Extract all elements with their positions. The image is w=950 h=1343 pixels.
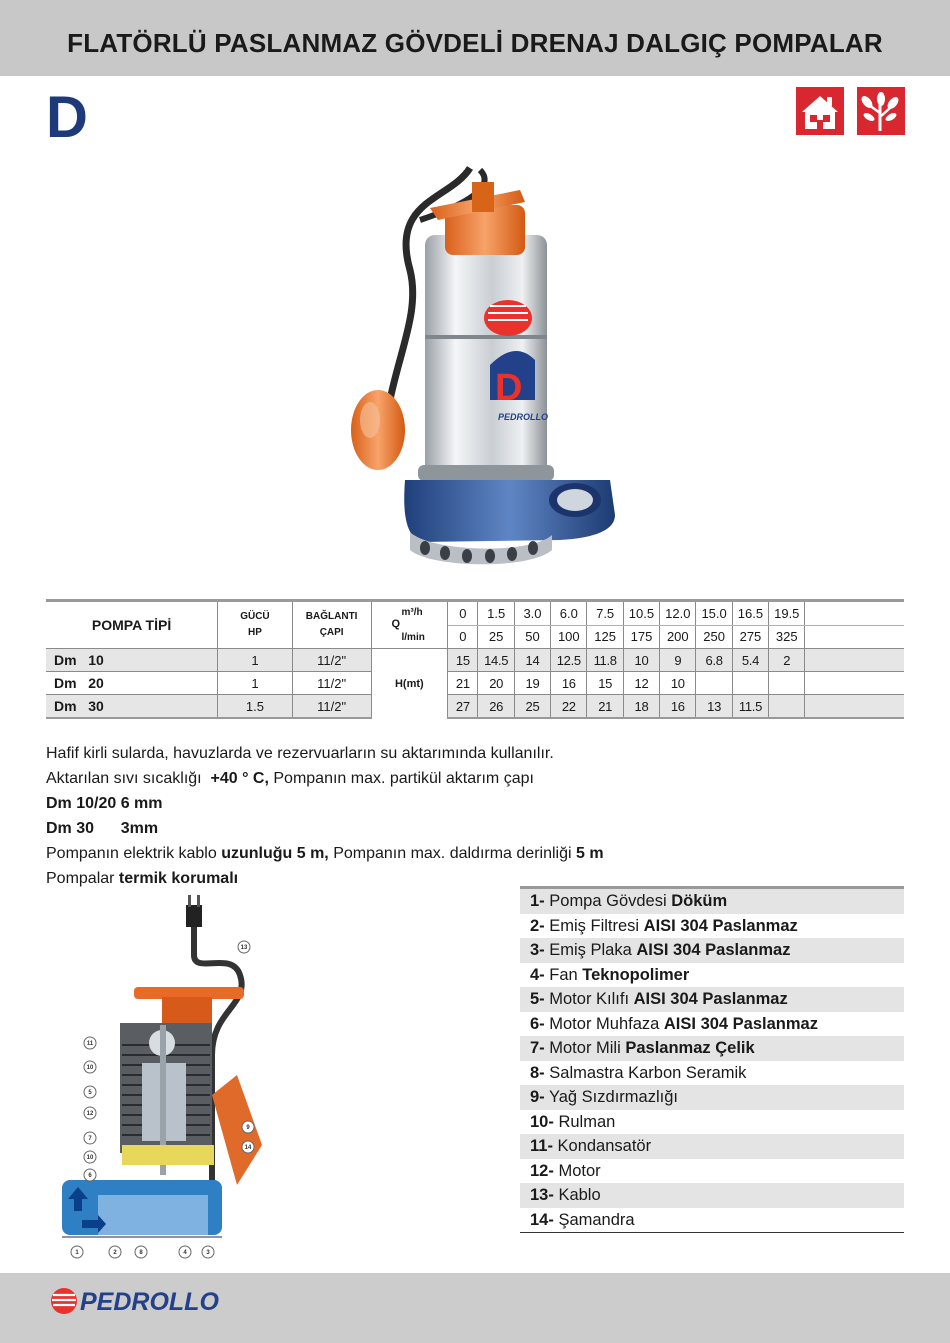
- head-cell: 10: [660, 672, 696, 695]
- q-lmin-cell: 175: [623, 625, 659, 649]
- list-item: 6- Motor Muhfaza AISI 304 Paslanmaz: [530, 1014, 818, 1033]
- model-name: Dm 30: [46, 695, 218, 719]
- power-header: GÜCÜ HP: [218, 601, 293, 649]
- head-cell: 15: [448, 649, 478, 672]
- list-item: 14- Şamandra: [530, 1210, 635, 1229]
- head-cell: 13: [696, 695, 732, 719]
- svg-text:5: 5: [88, 1090, 92, 1096]
- model-hp: 1: [218, 672, 293, 695]
- q-m3h-cell: 3.0: [514, 601, 550, 626]
- head-cell: 14: [514, 649, 550, 672]
- list-item: 7- Motor Mili Paslanmaz Çelik: [520, 1036, 904, 1061]
- head-cell: 16: [551, 672, 587, 695]
- head-cell: 25: [514, 695, 550, 719]
- svg-text:PEDROLLO: PEDROLLO: [80, 1288, 219, 1316]
- head-cell: [769, 695, 805, 719]
- head-cell: 26: [478, 695, 514, 719]
- head-cell: [696, 672, 732, 695]
- svg-text:8: 8: [139, 1250, 143, 1256]
- list-item: 11- Kondansatör: [520, 1134, 904, 1159]
- description-line: Hafif kirli sularda, havuzlarda ve rezervuarların su aktarımında kullanılır.: [46, 745, 554, 762]
- q-m3h-cell: 12.0: [660, 601, 696, 626]
- q-m3h-cell: 6.0: [551, 601, 587, 626]
- connection-header: BAĞLANTI ÇAPI: [292, 601, 371, 649]
- head-cell: 11.5: [732, 695, 768, 719]
- list-item: 4- Fan Teknopolimer: [530, 965, 690, 984]
- model-connection: 11/2": [292, 695, 371, 719]
- page-header: [0, 0, 950, 76]
- q-lmin-cell: 325: [769, 625, 805, 649]
- q-m3h-cell: 1.5: [478, 601, 514, 626]
- svg-text:4: 4: [183, 1250, 187, 1256]
- description-line: Pompanın elektrik kablo uzunluğu 5 m, Pompanın max. daldırma derinliği 5 m: [46, 845, 604, 862]
- svg-text:14: 14: [244, 1145, 252, 1151]
- head-cell: 11.8: [587, 649, 623, 672]
- model-hp: 1: [218, 649, 293, 672]
- model-connection: 11/2": [292, 649, 371, 672]
- q-lmin-cell: 50: [514, 625, 550, 649]
- svg-text:7: 7: [88, 1136, 92, 1142]
- list-item: 9- Yağ Sızdırmazlığı: [520, 1085, 904, 1110]
- list-item: 1- Pompa Gövdesi Döküm: [520, 889, 904, 914]
- head-cell: 15: [587, 672, 623, 695]
- q-lmin-cell: 275: [732, 625, 768, 649]
- q-m3h-cell: 15.0: [696, 601, 732, 626]
- list-item: 3- Emiş Plaka AISI 304 Paslanmaz: [520, 938, 904, 963]
- pump-photo: [330, 160, 630, 580]
- performance-table: [46, 599, 904, 719]
- description-line: Dm 30 3mm: [46, 820, 159, 837]
- head-label: H(mt): [371, 649, 448, 719]
- svg-text:3: 3: [206, 1250, 210, 1256]
- head-cell: 20: [478, 672, 514, 695]
- pump-cross-section-diagram: [62, 895, 272, 1265]
- svg-text:1: 1: [75, 1250, 79, 1256]
- head-cell: [769, 672, 805, 695]
- head-cell: 2: [769, 649, 805, 672]
- head-cell: 27: [448, 695, 478, 719]
- description-line: Dm 10/20 6 mm: [46, 795, 163, 812]
- flow-header: m³/h Q l/min: [371, 601, 448, 649]
- list-item: 8- Salmastra Karbon Seramik: [530, 1063, 747, 1082]
- svg-text:12: 12: [86, 1111, 94, 1117]
- model-name: Dm 20: [46, 672, 218, 695]
- page-title: FLATÖRLÜ PASLANMAZ GÖVDELİ DRENAJ DALGIÇ POMPALAR: [67, 28, 883, 58]
- list-item: 10- Rulman: [530, 1112, 616, 1131]
- head-cell: 9: [660, 649, 696, 672]
- head-cell: 12: [623, 672, 659, 695]
- q-lmin-cell: 0: [448, 625, 478, 649]
- list-item: 2- Emiş Filtresi AISI 304 Paslanmaz: [530, 916, 798, 935]
- house-icon: [796, 87, 844, 135]
- q-lmin-cell: 25: [478, 625, 514, 649]
- series-letter: D: [46, 85, 88, 150]
- description: [46, 741, 604, 891]
- list-item: 13- Kablo: [520, 1183, 904, 1208]
- head-cell: 12.5: [551, 649, 587, 672]
- head-cell: 6.8: [696, 649, 732, 672]
- description-line: Pompalar termik korumalı: [46, 870, 239, 887]
- head-cell: 22: [551, 695, 587, 719]
- q-m3h-cell: 0: [448, 601, 478, 626]
- garden-icon: [857, 87, 905, 135]
- head-cell: [732, 672, 768, 695]
- q-lmin-cell: 125: [587, 625, 623, 649]
- svg-text:2: 2: [113, 1250, 117, 1256]
- model-hp: 1.5: [218, 695, 293, 719]
- list-item: 12- Motor: [530, 1161, 601, 1180]
- svg-text:13: 13: [240, 945, 248, 951]
- head-cell: 19: [514, 672, 550, 695]
- svg-text:10: 10: [86, 1065, 94, 1071]
- q-m3h-cell: 16.5: [732, 601, 768, 626]
- q-m3h-cell: 19.5: [769, 601, 805, 626]
- parts-list: [520, 886, 904, 1233]
- head-cell: 14.5: [478, 649, 514, 672]
- model-name: Dm 10: [46, 649, 218, 672]
- svg-text:10: 10: [86, 1155, 94, 1161]
- head-cell: 5.4: [732, 649, 768, 672]
- head-cell: 21: [587, 695, 623, 719]
- pump-logo: PEDROLLO: [498, 412, 549, 422]
- description-line: Aktarılan sıvı sıcaklığı +40 ° C, Pompanın max. partikül aktarım çapı: [46, 770, 534, 787]
- pump-type-header: POMPA TİPİ: [46, 601, 218, 649]
- head-cell: 16: [660, 695, 696, 719]
- svg-text:6: 6: [88, 1173, 92, 1179]
- head-cell: 10: [623, 649, 659, 672]
- q-lmin-cell: 100: [551, 625, 587, 649]
- q-m3h-cell: 7.5: [587, 601, 623, 626]
- model-connection: 11/2": [292, 672, 371, 695]
- svg-text:9: 9: [246, 1125, 250, 1131]
- head-cell: 18: [623, 695, 659, 719]
- q-m3h-cell: 10.5: [623, 601, 659, 626]
- q-lmin-cell: 200: [660, 625, 696, 649]
- q-lmin-cell: 250: [696, 625, 732, 649]
- head-cell: 21: [448, 672, 478, 695]
- svg-text:11: 11: [86, 1041, 94, 1047]
- pump-series-mark: D: [495, 367, 523, 409]
- pedrollo-logo: [50, 1283, 240, 1319]
- list-item: 5- Motor Kılıfı AISI 304 Paslanmaz: [520, 987, 904, 1012]
